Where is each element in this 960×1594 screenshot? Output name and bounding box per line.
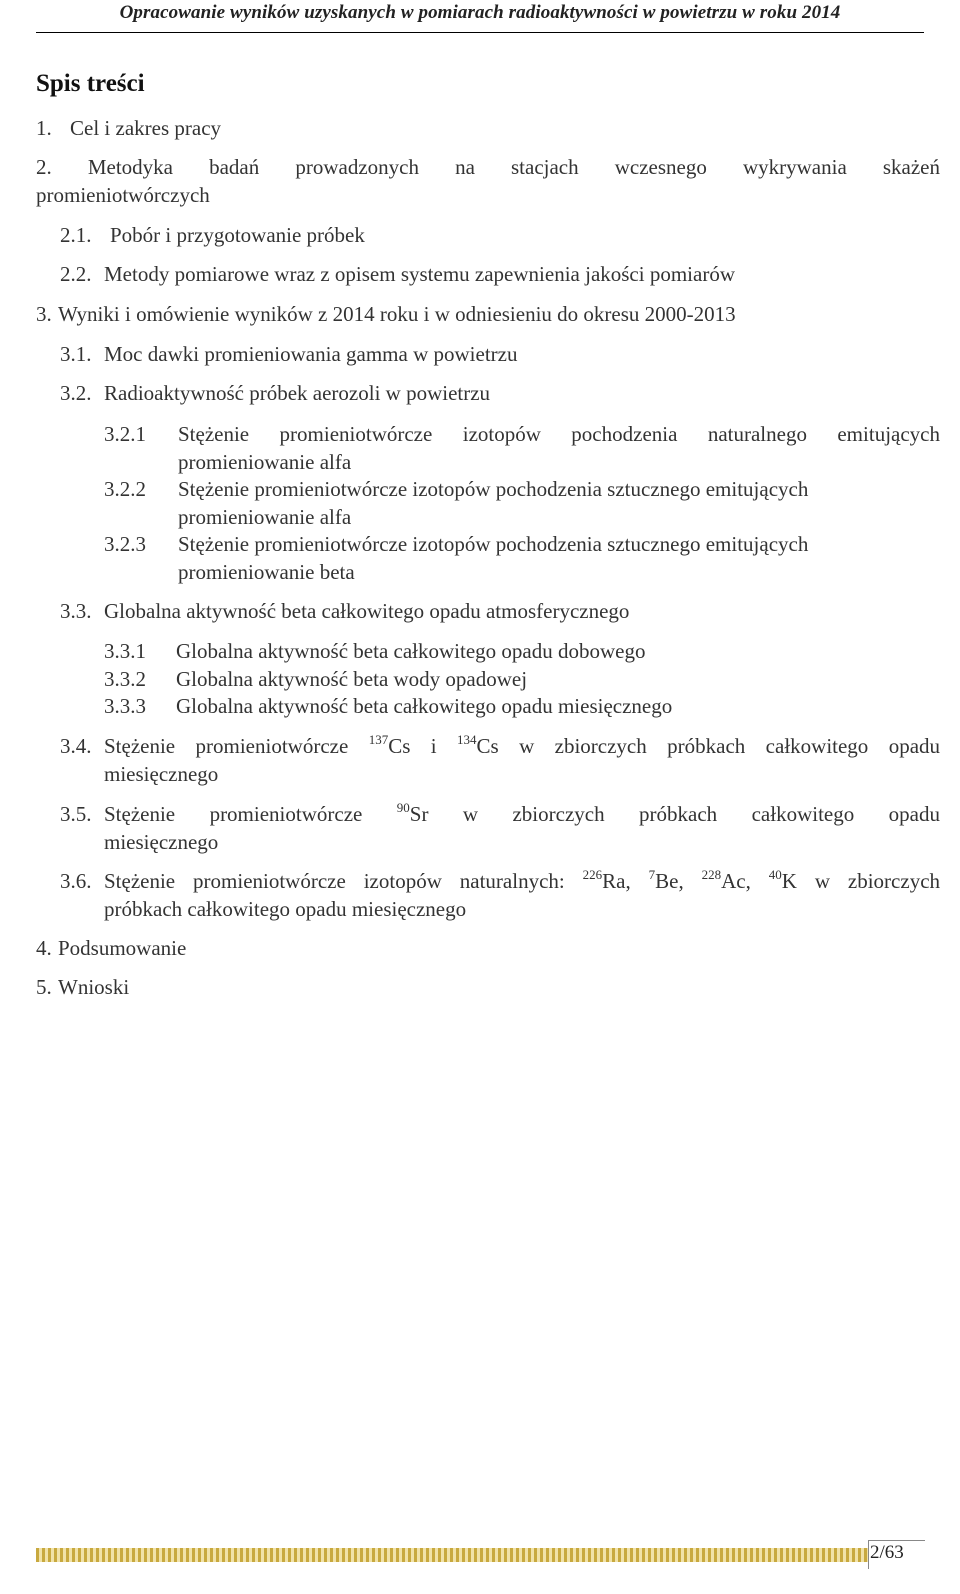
toc-item-1[interactable]: 1. Cel i zakres pracy [36, 116, 222, 140]
toc-item-3-4-cont: miesięcznego [104, 762, 219, 786]
toc-item-3-4[interactable]: Stężenie promieniotwórcze $^{137}$Cs i $^{134}$Cs w zbiorczych próbkach całkowitego opadu [104, 732, 941, 758]
toc-item-4[interactable]: 4. Podsumowanie [36, 936, 187, 960]
toc-item-3-2-2[interactable]: Stężenie promieniotwórcze izotopów pochodzenia sztucznego emitujących [178, 477, 809, 501]
toc-heading: Spis treści [36, 70, 145, 97]
toc-item-3-2-1-cont: promieniowanie alfa [178, 450, 352, 474]
footer-bar [36, 1548, 924, 1562]
toc-item-3-3-1[interactable]: 3.3.1 Globalna aktywność beta całkowitego opadu dobowego [104, 639, 646, 663]
toc-item-3-4-num: 3.4. [60, 734, 92, 758]
toc-item-3-2-3-cont: promieniowanie beta [178, 560, 355, 584]
toc-item-3-5[interactable]: Stężenie promieniotwórcze $^{90}$Sr w zbiorczych próbkach całkowitego opadu [104, 800, 940, 826]
toc-item-3-2-3-num: 3.2.3 [104, 532, 146, 556]
toc-item-3-6-num: 3.6. [60, 869, 92, 893]
toc-item-3-5-cont: miesięcznego [104, 830, 219, 854]
page-header [36, 0, 924, 33]
toc-item-3-6-cont: próbkach całkowitego opadu miesięcznego [104, 897, 467, 921]
page-number: 2/63 [870, 1542, 904, 1563]
toc-item-3-2-1[interactable]: Stężenie promieniotwórcze izotopów pochodzenia naturalnego emitujących [178, 422, 940, 446]
toc-item-2-2[interactable]: 2.2. Metody pomiarowe wraz z opisem systemu zapewnienia jakości pomiarów [60, 262, 735, 286]
toc-item-3-2-1-num: 3.2.1 [104, 422, 146, 446]
toc-item-3-3-2[interactable]: 3.3.2 Globalna aktywność beta wody opadowej [104, 667, 528, 691]
toc-item-5[interactable]: 5. Wnioski [36, 975, 130, 999]
toc-item-3-2[interactable]: 3.2. Radioaktywność próbek aerozoli w powietrzu [60, 381, 491, 405]
toc-item-3-2-2-num: 3.2.2 [104, 477, 146, 501]
toc-item-3-3[interactable]: 3.3. Globalna aktywność beta całkowitego opadu atmosferycznego [60, 599, 630, 623]
toc-item-3[interactable]: 3. Wyniki i omówienie wyników z 2014 roku i w odniesieniu do okresu 2000-2013 [36, 302, 736, 326]
toc-item-3-5-num: 3.5. [60, 802, 92, 826]
toc-item-3-1[interactable]: 3.1. Moc dawki promieniowania gamma w powietrzu [60, 342, 518, 366]
toc-item-3-2-3[interactable]: Stężenie promieniotwórcze izotopów pochodzenia sztucznego emitujących [178, 532, 809, 556]
toc-item-2[interactable]: 2. Metodyka badań prowadzonych na stacjach wczesnego wykrywania skażeń [36, 155, 940, 179]
header-title: Opracowanie wyników uzyskanych w pomiarach radioaktywności w powietrzu w roku 2014 [119, 2, 841, 23]
toc-item-2-cont: promieniotwórczych [36, 183, 210, 207]
toc-item-2-1[interactable]: 2.1. Pobór i przygotowanie próbek [60, 223, 365, 247]
toc-item-3-3-3[interactable]: 3.3.3 Globalna aktywność beta całkowitego opadu miesięcznego [104, 694, 673, 718]
toc-item-3-6[interactable]: Stężenie promieniotwórcze izotopów naturalnych: $^{226}$Ra, $^7$Be, $^{228}$Ac, $^{40}$K w zbiorczych [104, 867, 941, 893]
toc-item-3-2-2-cont: promieniowanie alfa [178, 505, 352, 529]
